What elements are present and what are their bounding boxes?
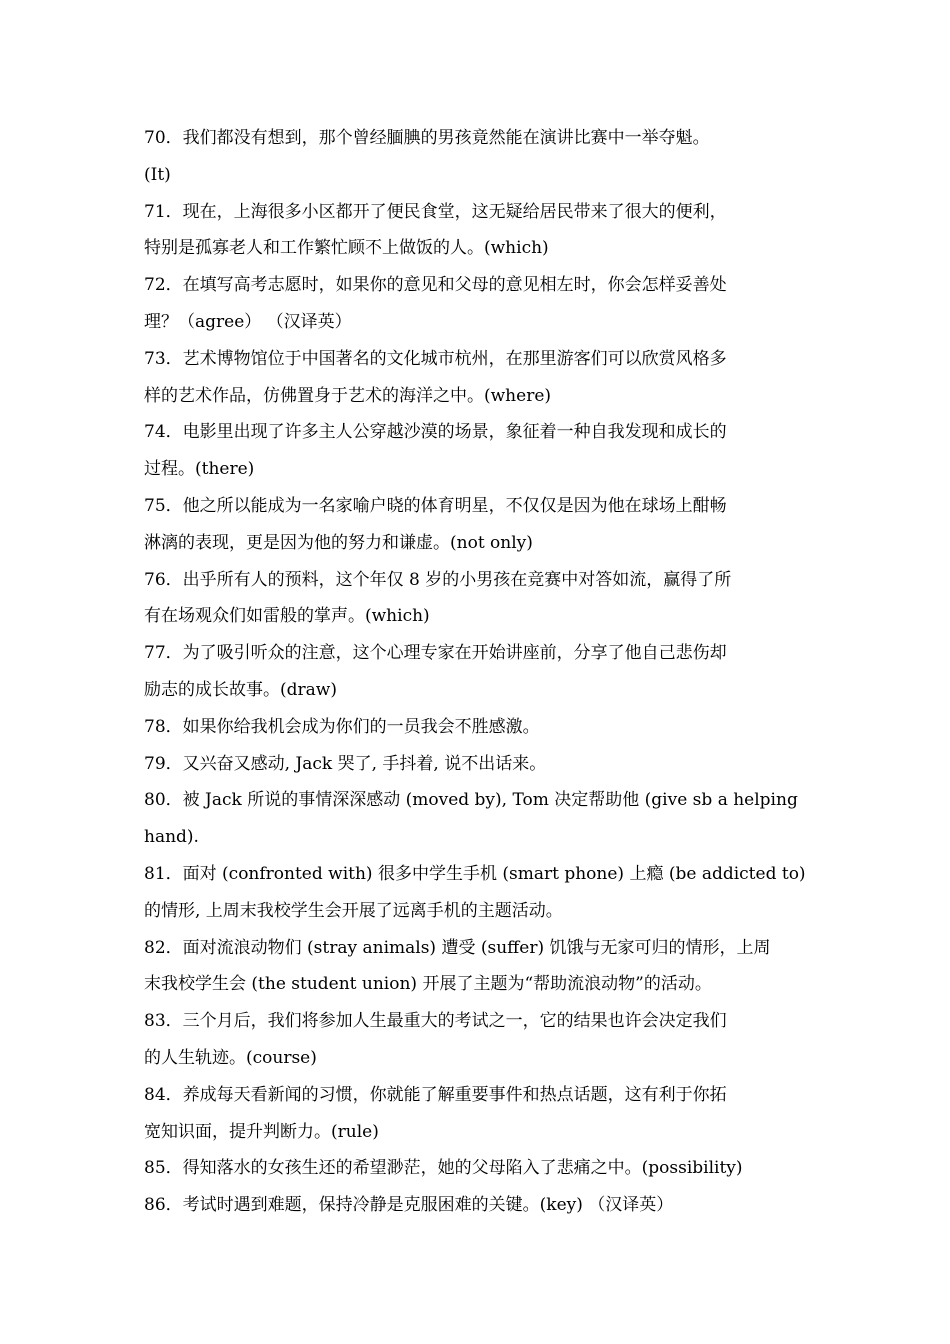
- text-line: hand).: [144, 827, 199, 848]
- text-line: 样的艺术作品，仿佛置身于艺术的海洋之中。(where): [144, 385, 552, 406]
- text-line: 宽知识面，提升判断力。(rule): [144, 1121, 379, 1142]
- text-line: 81．面对 (confronted with) 很多中学生手机 (smart phone) 上瘾 (be addicted to): [144, 863, 806, 884]
- text-line: 82．面对流浪动物们 (stray animals) 遭受 (suffer) 饥饿与无家可归的情形，上周: [144, 937, 771, 958]
- text-line: 86．考试时遇到难题，保持冷静是克服困难的关键。(key) （汉译英）: [144, 1195, 674, 1216]
- text-line: 73．艺术博物馆位于中国著名的文化城市杭州，在那里游客们可以欣赏风格多: [144, 348, 727, 369]
- text-line: 71．现在，上海很多小区都开了便民食堂，这无疑给居民带来了很大的便利，: [144, 201, 727, 222]
- text-line: (It): [144, 164, 171, 185]
- text-line: 72．在填写高考志愿时，如果你的意见和父母的意见相左时，你会怎样妥善处: [144, 275, 727, 296]
- text-line: 80．被 Jack 所说的事情深深感动 (moved by), Tom 决定帮助他 (give sb a helping: [144, 790, 798, 811]
- text-line: 74．电影里出现了许多主人公穿越沙漠的场景，象征着一种自我发现和成长的: [144, 422, 727, 443]
- text-line: 有在场观众们如雷般的掌声。(which): [144, 606, 430, 627]
- text-line: 78．如果你给我机会成为你们的一员我会不胜感激。: [144, 716, 540, 737]
- text-line: 79．又兴奋又感动, Jack 哭了, 手抖着, 说不出话来。: [144, 753, 547, 774]
- text-line: 末我校学生会 (the student union) 开展了主题为“帮助流浪动物”的活动。: [144, 974, 712, 995]
- text-line: 77．为了吸引听众的注意，这个心理专家在开始讲座前，分享了他自己悲伤却: [144, 643, 727, 664]
- text-line: 85．得知落水的女孩生还的希望渺茫，她的父母陷入了悲痛之中。(possibility): [144, 1158, 743, 1179]
- text-line: 70．我们都没有想到，那个曾经腼腆的男孩竟然能在演讲比赛中一举夺魁。: [144, 128, 710, 148]
- text-line: 过程。(there): [144, 459, 255, 480]
- text-line: 淋漓的表现，更是因为他的努力和谦虚。(not only): [144, 532, 533, 553]
- text-line: 特别是孤寡老人和工作繁忙顾不上做饭的人。(which): [144, 238, 549, 259]
- exercise-list: [144, 120, 809, 1224]
- text-line: 84．养成每天看新闻的习惯，你就能了解重要事件和热点话题，这有利于你拓: [144, 1084, 727, 1105]
- text-line: 励志的成长故事。(draw): [144, 679, 337, 700]
- text-line: 理？（agree） （汉译英）: [144, 311, 352, 332]
- text-line: 的人生轨迹。(course): [144, 1047, 317, 1068]
- text-line: 的情形, 上周末我校学生会开展了远离手机的主题活动。: [144, 900, 563, 921]
- text-line: 75．他之所以能成为一名家喻户晓的体育明星，不仅仅是因为他在球场上酣畅: [144, 495, 727, 516]
- text-line: 83．三个月后，我们将参加人生最重大的考试之一，它的结果也许会决定我们: [144, 1011, 727, 1032]
- text-line: 76．出乎所有人的预料，这个年仅 8 岁的小男孩在竞赛中对答如流，赢得了所: [144, 569, 732, 590]
